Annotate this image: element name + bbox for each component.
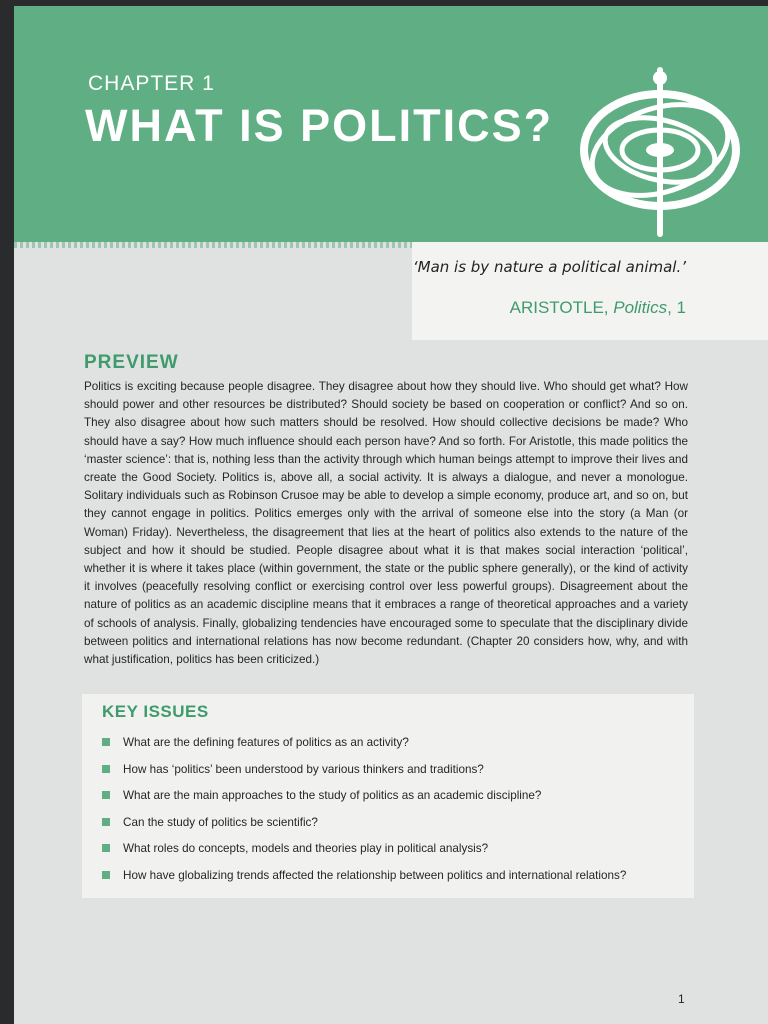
square-bullet-icon [102,844,110,852]
epigraph-quote: ‘Man is by nature a political animal.’ [412,258,686,276]
key-issue-text: What are the defining features of politics as an activity? [123,736,409,749]
key-issue-text: How has ‘politics’ been understood by various thinkers and traditions? [123,762,484,776]
epigraph-work: Politics [613,298,668,317]
key-issue-text: How have globalizing trends affected the relationship between politics and international relations? [123,868,627,882]
key-issue-text: What roles do concepts, models and theories play in political analysis? [123,842,489,855]
square-bullet-icon [102,765,110,773]
key-issues-box [82,694,694,898]
epigraph-card [412,242,768,340]
square-bullet-icon [102,818,110,826]
page-number: 1 [678,992,685,1006]
key-issue-text: Can the study of politics be scientific? [123,815,318,829]
key-issue-item [102,789,626,816]
key-issue-item [102,763,626,790]
key-issues-list [102,736,626,895]
epigraph-reference: , 1 [667,298,686,317]
key-issues-heading: KEY ISSUES [102,702,209,721]
epigraph-attribution [510,298,686,318]
preview-paragraph: Politics is exciting because people disagree. They disagree about how they should live. Who should get what? How should power and other resources be distributed? Should society be based on cooperation or conflict? And so on. They also disagree about how such matters should be resolved. How should collective decisions be made? Who should have a say? How much influence should each person have? And so forth. For Aristotle, this made politics the ‘master science’: that is, nothing less than the activity through which human beings attempt to improve their lives and create the Good Society. Politics is, above all, a social activity. It is always a dialogue, and never a monologue. Solitary individuals such as Robinson Crusoe may be able to develop a simple economy, produce art, and so on, but they cannot engage in politics. Politics emerges only with the arrival of someone else into the story (a Man (or Woman) Friday). Nevertheless, the disagreement that lies at the heart of politics also extends to the nature of the subject and how it should be studied. People disagree about what it is that makes social interaction ‘political’, whether it is where it takes place (within government, the state or the public sphere generally), or the kind of activity it involves (peacefully resolving conflict or exercising control over less powerful groups). Disagreement about the nature of politics as an academic discipline means that it embraces a range of theoretical approaches and a variety of schools of analysis. Finally, globalizing tendencies have encouraged some to speculate that the disciplinary divide between politics and international relations has now become redundant. (Chapter 20 considers how, why, and with what justification, politics has been criticized.) [84,380,688,667]
key-issue-item [102,816,626,843]
preview-heading: PREVIEW [84,352,179,373]
square-bullet-icon [102,738,110,746]
square-bullet-icon [102,871,110,879]
key-issue-text: What are the main approaches to the study of politics as an academic discipline? [123,789,542,802]
square-bullet-icon [102,791,110,799]
book-page [14,6,768,1024]
key-issue-item [102,842,626,869]
chapter-label: CHAPTER 1 [88,72,215,95]
key-issue-item [102,869,626,896]
epigraph-author: ARISTOTLE, [509,298,614,317]
chapter-title: WHAT IS POLITICS? [85,100,554,151]
gyroscope-icon [574,66,744,238]
key-issue-item [102,736,626,763]
